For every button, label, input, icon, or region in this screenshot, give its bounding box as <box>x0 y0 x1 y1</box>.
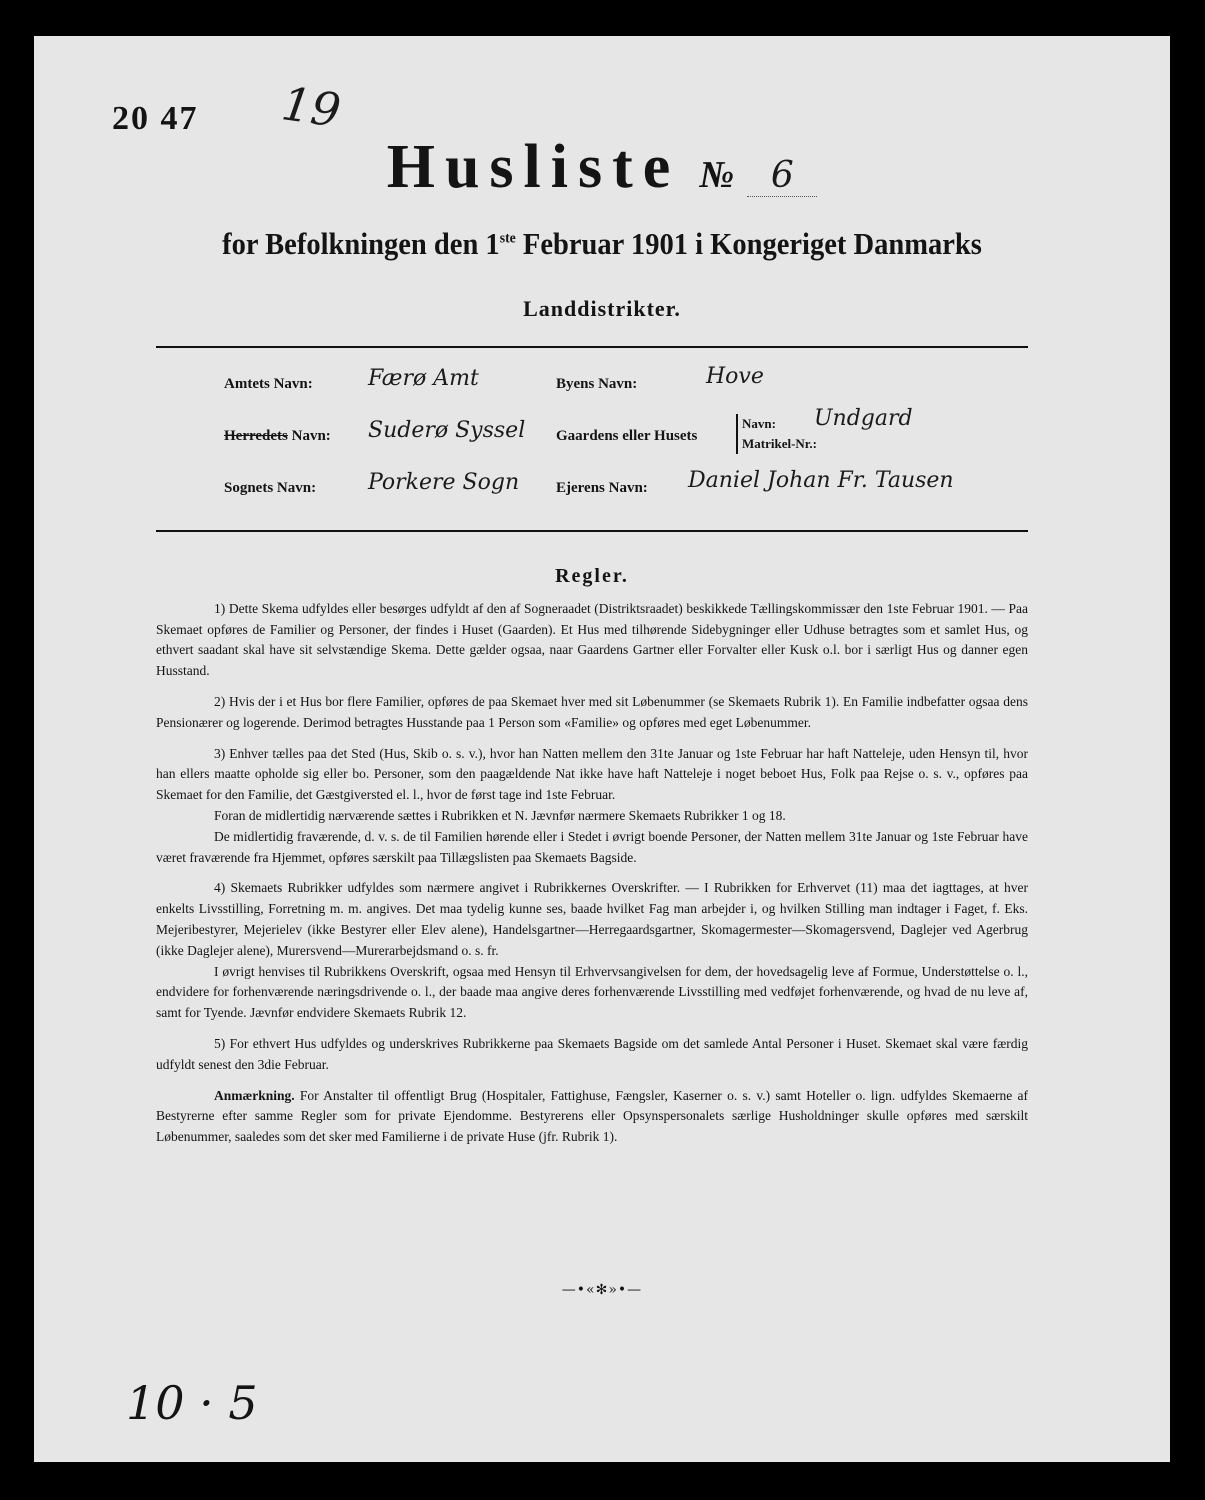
bottom-divider <box>156 530 1028 532</box>
by-label: Byens Navn: <box>556 376 638 392</box>
rule-1: 1) Dette Skema udfyldes eller besørges udfyldt af den af Sogneraadet (Distriktsraadet) beskikkede Tællingskommissær den 1ste Februar 1901. — Paa Skemaet opføres de Familier og Personer, der findes i Huset (Gaarden). Et Hus med tilhørende Sidebygninger eller Udhuse betragtes som et samlet Hus, og ethvert saadant skal have sit selvstændige Skema. Dette gælder ogsaa, naar Gaardens Gartner eller Forvalter eller Kusk o.l. bor i særligt Hus og danner egen Husstand. <box>156 600 1028 679</box>
matrikel-label: Matrikel-Nr.: <box>742 436 817 451</box>
sogn-value: Porkere Sogn <box>368 470 520 495</box>
subtitle <box>79 226 1124 262</box>
rules-section <box>156 566 1028 1148</box>
subtitle-districts: Landdistrikter. <box>523 296 681 321</box>
note-label: Anmærkning. <box>214 1087 295 1103</box>
subtitle-post: Februar 1901 i Kongeriget Danmarks <box>515 226 982 261</box>
herred-navn: Navn: <box>287 428 331 444</box>
herred-label <box>224 428 331 445</box>
top-divider <box>156 346 1028 348</box>
rule-2: 2) Hvis der i et Hus bor flere Familier, opføres de paa Skemaet hver med sit Løbenummer (se Skemaets Rubrik 1). En Familie indbefatter ogsaa dens Pensionærer og logerende. Derimod betragtes Husstande paa 1 Person som «Familie» og opføres med eget Løbenummer. <box>156 693 1028 730</box>
census-form-page <box>34 36 1170 1462</box>
sogn-label: Sognets Navn: <box>224 480 317 496</box>
ejer-label: Ejerens Navn: <box>556 480 648 496</box>
herred-struck: Herredets <box>224 428 288 444</box>
title-row <box>34 132 1170 203</box>
rule-5: 5) For ethvert Hus udfyldes og underskrives Rubrikkerne paa Skemaets Bagside om det samlede Antal Personer i Huset. Skemaet skal være færdig udfyldt senest den 3die Februar. <box>156 1035 1028 1072</box>
ornament: —•«✻»•— <box>561 1282 643 1298</box>
rule-3b: Foran de midlertidig nærværende sættes i Rubrikken et N. Jævnfør nærmere Skemaets Rubrikker 1 og 18. <box>214 807 786 823</box>
by-value: Hove <box>706 364 764 389</box>
ejer-value: Daniel Johan Fr. Tausen <box>688 468 954 493</box>
note-text: For Anstalter til offentligt Brug (Hospitaler, Fattighuse, Fængsler, Kaserner o. s. v.) samt Hoteller o. lign. udfyldes Skemaerne af Bestyrerne efter samme Regler som for private Ejendomme. Bestyrerens eller Opsynspersonalets særlige Husholdninger skulle opføres med særskilt Løbenummer, saaledes som det sker med Familierne i de private Huse (jfr. Rubrik 1). <box>156 1087 1028 1145</box>
rule-3: 3) Enhver tælles paa det Sted (Hus, Skib o. s. v.), hvor han Natten mellem den 31te Januar og 1ste Februar har haft Natteleje, uden Hensyn til, hvor han ellers maatte opholde sig eller bo. Personer, som den paagældende Nat ikke have haft Natteleje i noget beboet Hus, Folk paa Rejse o. s. v., opføres paa Skemaet for den Familie, det Gæstgiversted el. l., hvor de først tage ind 1ste Februar. <box>156 745 1028 803</box>
bottom-handwritten-number: 10 · 5 <box>126 1376 258 1430</box>
subtitle-pre: for Befolkningen den 1 <box>222 226 500 261</box>
navn-value: Undgard <box>814 406 913 431</box>
number-label: № <box>699 154 735 196</box>
amt-value: Færø Amt <box>368 366 479 391</box>
rule-4b: I øvrigt henvises til Rubrikkens Overskrift, ogsaa med Hensyn til Erhvervsangivelsen for dem, der hovedsagelig leve af Formue, Understøttelse o. l., endvidere for forhenværende næringsdrivende o. l., der baade maa angive deres forhenværende Livsstilling med vedføjet forhenværende, og hvad de nu leve af, samt for Tyende. Jævnfør endvidere Skemaets Rubrik 12. <box>156 963 1028 1021</box>
page-title: Husliste <box>386 133 681 201</box>
rule-4: 4) Skemaets Rubrikker udfyldes som nærmere angivet i Rubrikkernes Overskrifter. — I Rubrikken for Erhvervet (11) maa det iagttages, at hver enkelts Livsstilling, Forretning m. m. angives. Det maa tydelig kunne ses, baade hvilket Fag man arbejder i, og hvilken Stilling man indtager i Faget, f. Eks. Mejeribestyrer, Mejerielev (ikke Bestyrer eller Elev alene), Handelsgartner—Herregaardsgartner, Skomagermester—Skomagersvend, Daglejer ved Agerbrug (ikke Daglejer alene), Murersvend—Murerarbejdsmand o. s. fr. <box>156 880 1028 958</box>
archive-stamp-number: 20 47 <box>112 100 199 137</box>
pencil-number: 19 <box>278 76 345 138</box>
subtitle-sup: ste <box>499 230 516 247</box>
rules-heading: Regler. <box>555 565 629 587</box>
gaard-brace <box>736 414 817 454</box>
herred-value: Suderø Syssel <box>368 418 526 443</box>
gaard-label: Gaardens eller Husets <box>556 428 698 444</box>
note <box>156 1086 1028 1148</box>
household-number: 6 <box>747 155 817 197</box>
rule-3c: De midlertidig fraværende, d. v. s. de til Familien hørende eller i Stedet i øvrigt boende Personer, der Natten mellem 31te Januar og 1ste Februar have været fraværende fra Hjemmet, opføres særskilt paa Tillægslisten paa Skemaets Bagside. <box>156 828 1028 865</box>
navn-label: Navn: <box>742 416 776 431</box>
amt-label: Amtets Navn: <box>224 376 313 392</box>
